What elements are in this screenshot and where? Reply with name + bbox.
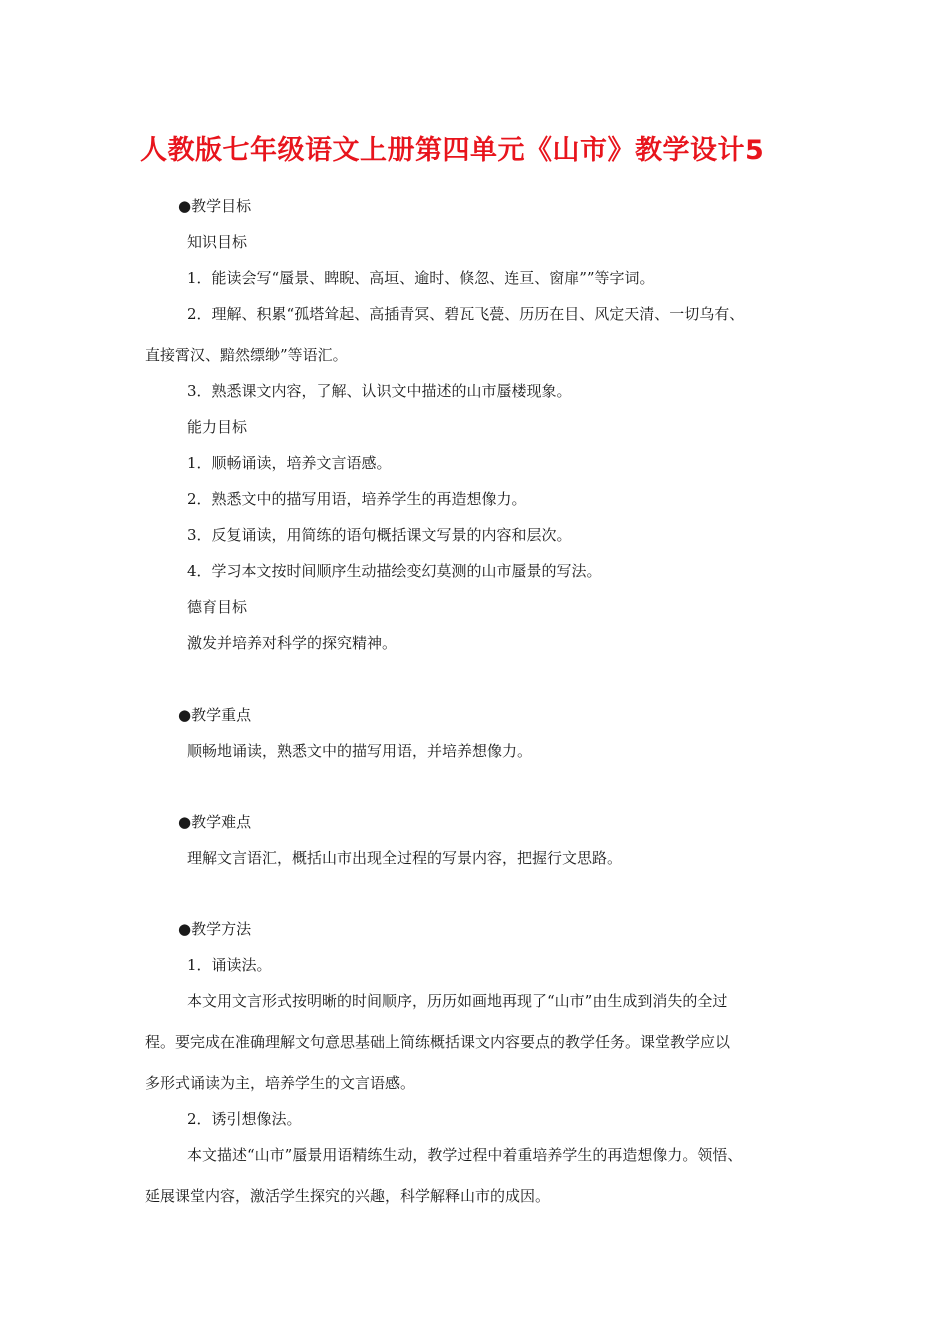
paragraph-line: 程。要完成在准确理解文句意思基础上简练概括课文内容要点的教学任务。课堂教学应以 <box>145 1033 731 1051</box>
paragraph-line: 直接霄汉、黯然缥缈”等语汇。 <box>145 346 348 364</box>
paragraph-line: 3．熟悉课文内容，了解、认识文中描述的山市蜃楼现象。 <box>187 382 572 400</box>
paragraph-line: 1．能读会写“蜃景、睥睨、高垣、逾时、倏忽、连亘、窗扉””等字词。 <box>187 269 655 287</box>
paragraph-line: 本文描述“山市”蜃景用语精练生动，教学过程中着重培养学生的再造想像力。领悟、 <box>187 1146 743 1164</box>
paragraph-line: 1．顺畅诵读，培养文言语感。 <box>187 454 392 472</box>
subheading-ability-goals: 能力目标 <box>187 418 248 436</box>
subheading-knowledge-goals: 知识目标 <box>187 233 248 251</box>
paragraph-line: 2．诱引想像法。 <box>187 1110 302 1128</box>
section-heading-key-points: ●教学重点 <box>178 706 252 724</box>
document-title: 人教版七年级语文上册第四单元《山市》教学设计5 <box>140 135 765 166</box>
paragraph-line: 3．反复诵读，用简练的语句概括课文写景的内容和层次。 <box>187 526 572 544</box>
paragraph-line: 2．理解、积累“孤塔耸起、高插青冥、碧瓦飞甍、历历在目、风定天清、一切乌有、 <box>187 305 745 323</box>
paragraph-line: 多形式诵读为主，培养学生的文言语感。 <box>145 1074 416 1092</box>
subheading-moral-goals: 德育目标 <box>187 598 248 616</box>
section-heading-difficulties: ●教学难点 <box>178 813 252 831</box>
paragraph-line: 延展课堂内容，激活学生探究的兴趣，科学解释山市的成因。 <box>145 1187 551 1205</box>
section-heading-methods: ●教学方法 <box>178 920 252 938</box>
paragraph-line: 本文用文言形式按明晰的时间顺序，历历如画地再现了“山市”由生成到消失的全过 <box>187 992 728 1010</box>
paragraph-line: 理解文言语汇，概括山市出现全过程的写景内容，把握行文思路。 <box>187 849 623 867</box>
paragraph-line: 4．学习本文按时间顺序生动描绘变幻莫测的山市蜃景的写法。 <box>187 562 602 580</box>
paragraph-line: 激发并培养对科学的探究精神。 <box>187 634 398 652</box>
paragraph-line: 顺畅地诵读，熟悉文中的描写用语，并培养想像力。 <box>187 742 533 760</box>
paragraph-line: 1．诵读法。 <box>187 956 272 974</box>
paragraph-line: 2．熟悉文中的描写用语，培养学生的再造想像力。 <box>187 490 527 508</box>
section-heading-teaching-goals: ●教学目标 <box>178 197 252 215</box>
